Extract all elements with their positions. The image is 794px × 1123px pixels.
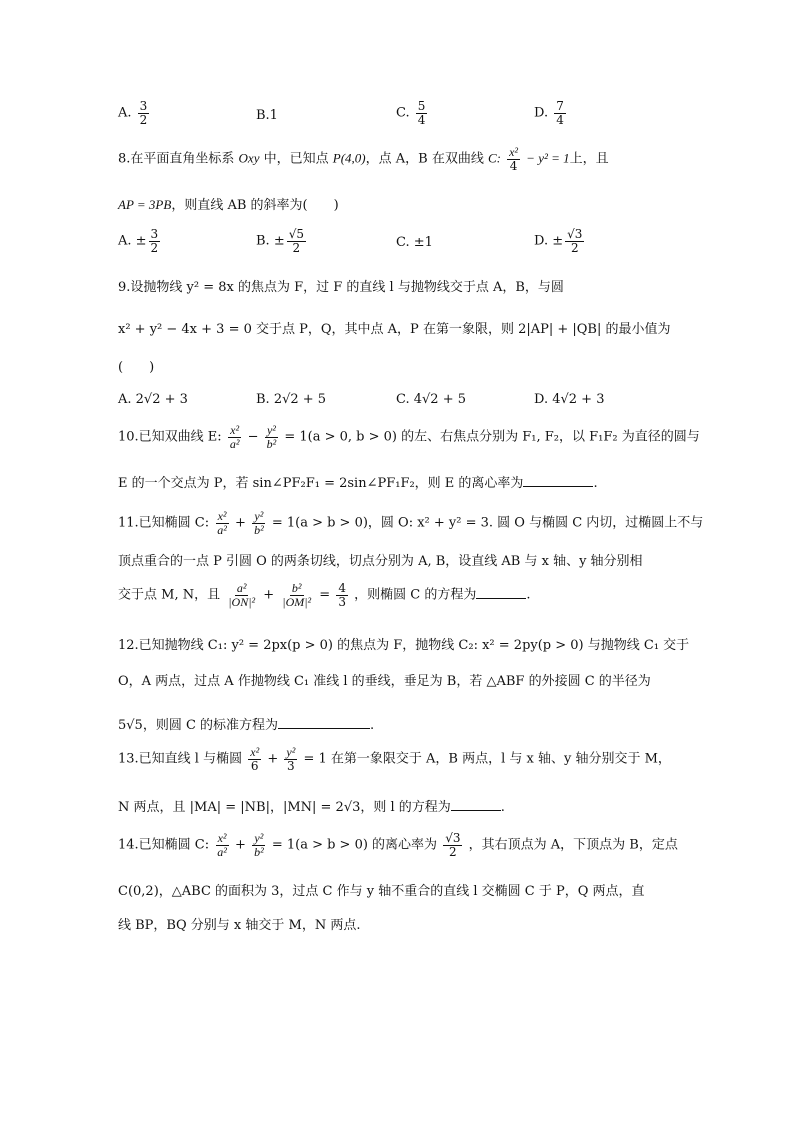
q10-line-2: E 的一个交点为 P，若 sin∠PF₂F₁ = 2sin∠PF₁F₂，则 E 的离心率为 . <box>118 476 598 491</box>
answer-blank <box>523 474 593 487</box>
fraction: $\frac{\text{y²}}{3}$ <box>286 745 296 773</box>
fraction: $\frac{3}{2}$ <box>139 99 148 127</box>
q8-option-b: B. ± $\frac{√5}{2}$ <box>256 227 304 255</box>
option-label: C. <box>396 105 410 121</box>
fraction: $\frac{4}{3}$ <box>338 581 346 609</box>
q11-line-3: 交于点 M, N，且 $\frac{\text{a²}}{\text{|ON|²}}$ + $\frac{\text{b²}}{\text{|OM|²}}$ = $\frac{4}{3}$ ，则椭圆 C 的方程为 . <box>118 581 531 609</box>
q12-line-2: O，A 两点，过点 A 作抛物线 C₁ 准线 l 的垂线，垂足为 B，若 △ABF 的外接圆 C 的半径为 <box>118 674 651 689</box>
q7-option-a <box>118 100 151 126</box>
q9-option-a: A. 2√2 + 3 <box>118 392 188 407</box>
fraction: $\frac{7}{4}$ <box>556 99 564 127</box>
q7-option-b: B.1 <box>256 108 278 123</box>
q13-line-2: N 两点，且 |MA| = |NB|，|MN| = 2√3，则 l 的方程为 . <box>118 800 505 815</box>
q12-line-3: 5√5，则圆 C 的标准方程为 . <box>118 718 375 733</box>
option-label: A. <box>118 105 132 121</box>
q7-option-c <box>396 100 429 126</box>
fraction: $\frac{\text{x²}}{6}$ <box>250 745 260 773</box>
fraction: $\frac{\text{x²}}{\text{a²}}$ <box>229 423 240 451</box>
q9-line-2: x² + y² − 4x + 3 = 0 交于点 P，Q，其中点 A，P 在第一象限，则 2|AP| + |QB| 的最小值为 <box>118 322 671 337</box>
fraction: $\frac{\text{b²}}{\text{|OM|²}}$ <box>282 581 312 609</box>
vector-equation: AP = 3PB <box>118 197 172 212</box>
option-label: D. <box>534 105 549 121</box>
answer-blank <box>451 798 501 811</box>
fraction: $\frac{√3}{2}$ <box>445 831 461 859</box>
fraction: $\frac{5}{4}$ <box>417 99 426 127</box>
answer-blank <box>476 586 526 599</box>
fraction: $\frac{\text{y²}}{\text{b²}}$ <box>254 509 264 537</box>
q9-line-1: 9.设抛物线 y² = 8x 的焦点为 F，过 F 的直线 l 与抛物线交于点 A，B，与圆 <box>118 280 564 295</box>
fraction: $\frac{\text{y²}}{\text{b²}}$ <box>266 423 277 451</box>
q8-option-d: D. ± $\frac{√3}{2}$ <box>534 227 583 255</box>
q8-line-1: 8.在平面直角坐标系 Oxy 中，已知点 P(4,0)，点 A，B 在双曲线 C: $\frac{\text{x²}}{4}$ − y² = 1上，且 <box>118 145 609 173</box>
q9-option-c: C. 4√2 + 5 <box>396 392 467 407</box>
fraction: $\frac{\text{x²}}{\text{a²}}$ <box>217 509 227 537</box>
fraction: $\frac{\text{x²}}{\text{a²}}$ <box>217 831 227 859</box>
fraction: $\frac{\text{x²}}{4}$ <box>509 145 519 173</box>
q11-line-1: 11.已知椭圆 C: $\frac{\text{x²}}{\text{a²}}$ + $\frac{\text{y²}}{\text{b²}}$ = 1(a > b > 0)，圆 O: x² + y² = 3. 圆 O 与椭圆 C 内切，过椭圆上不与 <box>118 509 704 537</box>
fraction: $\frac{√3}{2}$ <box>567 227 583 255</box>
fraction: $\frac{\text{y²}}{\text{b²}}$ <box>254 831 264 859</box>
q8-option-c: C. ±1 <box>396 235 433 250</box>
q10-line-1: 10.已知双曲线 E: $\frac{\text{x²}}{\text{a²}}$ − $\frac{\text{y²}}{\text{b²}}$ = 1(a > 0, b > 0) 的左、右焦点分别为 F₁, F₂，以 F₁F₂ 为直径的圆与 <box>118 423 700 451</box>
q14-line-1: 14.已知椭圆 C: $\frac{\text{x²}}{\text{a²}}$ + $\frac{\text{y²}}{\text{b²}}$ = 1(a > b > 0) 的离心率为 $\frac{√3}{2}$ ，其右顶点为 A，下顶点为 B，定点 <box>118 831 678 859</box>
q12-line-1: 12.已知抛物线 C₁: y² = 2px(p > 0) 的焦点为 F，抛物线 C₂: x² = 2py(p > 0) 与抛物线 C₁ 交于 <box>118 638 690 653</box>
fraction: $\frac{3}{2}$ <box>150 227 159 255</box>
q9-option-b: B. 2√2 + 5 <box>256 392 327 407</box>
fraction: $\frac{\text{a²}}{\text{|ON|²}}$ <box>228 581 256 609</box>
q9-line-3: ( ) <box>118 360 155 375</box>
q7-option-d <box>534 100 568 126</box>
q14-line-2: C(0,2)，△ABC 的面积为 3，过点 C 作与 y 轴不重合的直线 l 交椭圆 C 于 P，Q 两点，直 <box>118 884 645 899</box>
q9-option-d: D. 4√2 + 3 <box>534 392 605 407</box>
q11-line-2: 顶点重合的一点 P 引圆 O 的两条切线，切点分别为 A, B，设直线 AB 与 x 轴、y 轴分别相 <box>118 554 643 569</box>
q8-option-a: A. ± $\frac{3}{2}$ <box>118 227 159 255</box>
q14-line-3: 线 BP，BQ 分别与 x 轴交于 M，N 两点. <box>118 918 361 933</box>
fraction: $\frac{√5}{2}$ <box>288 227 304 255</box>
q8-line-2: AP = 3PB，则直线 AB 的斜率为( ) <box>118 197 339 213</box>
answer-blank <box>278 716 370 729</box>
q13-line-1: 13.已知直线 l 与椭圆 $\frac{\text{x²}}{6}$ + $\frac{\text{y²}}{3}$ = 1 在第一象限交于 A，B 两点，l 与 x 轴、y 轴分别交于 M， <box>118 745 671 773</box>
